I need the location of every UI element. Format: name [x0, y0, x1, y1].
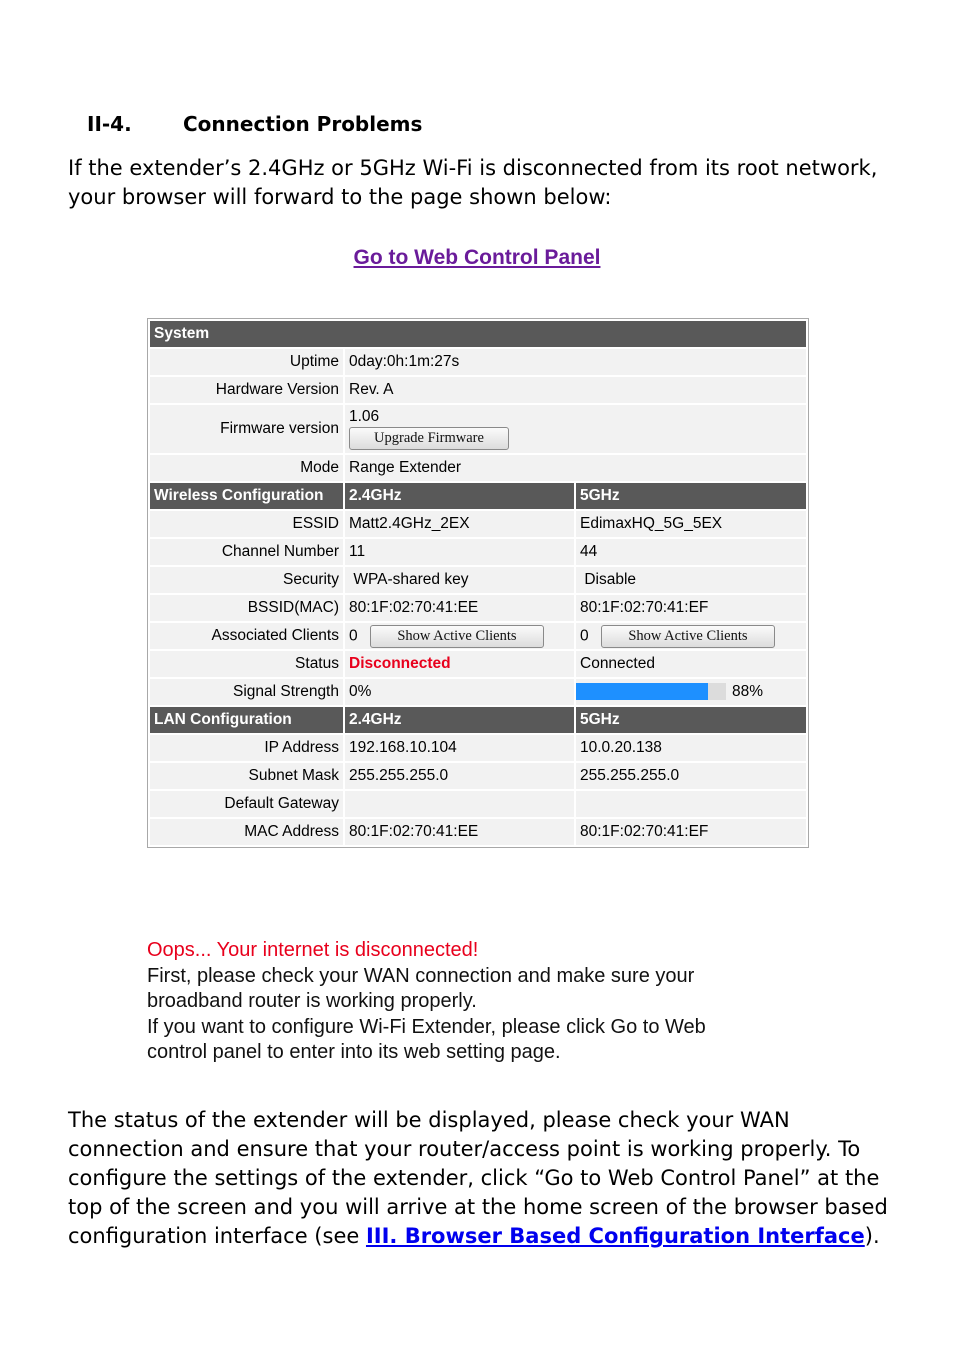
- mode-label: Mode: [150, 455, 343, 481]
- essid-5ghz: EdimaxHQ_5G_5EX: [576, 511, 806, 537]
- mac-address-label: MAC Address: [150, 819, 343, 845]
- outro-text-end: ).: [864, 1224, 880, 1248]
- outro-text: The status of the extender will be displayed, please check your WAN connection and ensure that your router/access point is working properly. To configure the settings of the extender, click “Go to Web Control Panel” at the top of the screen and you will arrive at the home screen of the browser based configuration interface (see: [68, 1108, 888, 1248]
- security-label: Security: [150, 567, 343, 593]
- oops-title: Oops... Your internet is disconnected!: [147, 939, 479, 961]
- uptime-label: Uptime: [150, 349, 343, 375]
- gateway-5ghz: [576, 791, 806, 817]
- hardware-version-value: Rev. A: [345, 377, 806, 403]
- signal-5ghz-value: 88%: [732, 683, 764, 700]
- section-number: II-4.: [87, 112, 132, 136]
- security-24ghz-value: WPA-shared key: [353, 571, 469, 588]
- hardware-version-label: Hardware Version: [150, 377, 343, 403]
- gateway-24ghz: [345, 791, 574, 817]
- lan-header: LAN Configuration: [150, 707, 343, 733]
- signal-strength-5ghz-bar: [576, 683, 726, 700]
- status-24ghz-badge: Disconnected: [345, 651, 574, 677]
- lan-col-24ghz: 2.4GHz: [345, 707, 574, 733]
- table-row: [150, 539, 806, 565]
- system-header-row: [150, 321, 806, 347]
- bssid-5ghz: 80:1F:02:70:41:EF: [576, 595, 806, 621]
- ip-24ghz: 192.168.10.104: [345, 735, 574, 761]
- signal-strength-label: Signal Strength: [150, 679, 343, 705]
- wireless-header-row: [150, 483, 806, 509]
- outro-paragraph: [68, 1106, 898, 1251]
- wireless-col-5ghz: 5GHz: [576, 483, 806, 509]
- associated-clients-label: Associated Clients: [150, 623, 343, 649]
- show-active-clients-5ghz-button[interactable]: Show Active Clients: [601, 625, 775, 648]
- subnet-24ghz: 255.255.255.0: [345, 763, 574, 789]
- mode-value: Range Extender: [345, 455, 806, 481]
- channel-24ghz: 11: [345, 539, 574, 565]
- clients-24ghz-count: 0: [349, 627, 358, 645]
- table-row: [150, 679, 806, 705]
- ip-address-label: IP Address: [150, 735, 343, 761]
- table-row: [150, 511, 806, 537]
- extender-status-table: [147, 318, 809, 848]
- channel-number-label: Channel Number: [150, 539, 343, 565]
- intro-paragraph: If the extender’s 2.4GHz or 5GHz Wi-Fi is disconnected from its root network, your browser will forward to the page shown below:: [68, 156, 878, 209]
- section-heading: [87, 112, 422, 136]
- security-5ghz-value: Disable: [584, 571, 637, 588]
- table-row: [150, 405, 806, 453]
- table-row: [150, 595, 806, 621]
- default-gateway-label: Default Gateway: [150, 791, 343, 817]
- wireless-col-24ghz: 2.4GHz: [345, 483, 574, 509]
- channel-5ghz: 44: [576, 539, 806, 565]
- upgrade-firmware-button[interactable]: Upgrade Firmware: [349, 427, 509, 450]
- table-row: [150, 455, 806, 481]
- status-label: Status: [150, 651, 343, 677]
- mac-5ghz: 80:1F:02:70:41:EF: [576, 819, 806, 845]
- status-5ghz-badge: Connected: [576, 651, 806, 677]
- disconnected-message: [147, 938, 827, 1066]
- table-row: [150, 567, 806, 593]
- show-active-clients-24ghz-button[interactable]: Show Active Clients: [370, 625, 544, 648]
- bssid-label: BSSID(MAC): [150, 595, 343, 621]
- signal-24ghz: 0%: [345, 679, 574, 705]
- lan-header-row: [150, 707, 806, 733]
- go-to-web-control-panel-link[interactable]: Go to Web Control Panel: [353, 246, 601, 269]
- clients-5ghz-cell: [576, 623, 806, 649]
- table-row: [150, 623, 806, 649]
- security-5ghz: [576, 567, 806, 593]
- essid-24ghz: Matt2.4GHz_2EX: [345, 511, 574, 537]
- essid-label: ESSID: [150, 511, 343, 537]
- subnet-5ghz: 255.255.255.0: [576, 763, 806, 789]
- uptime-value: 0day:0h:1m:27s: [345, 349, 806, 375]
- table-row: [150, 735, 806, 761]
- firmware-cell: [345, 405, 806, 453]
- oops-line-3: If you want to configure Wi-Fi Extender, please click Go to Web: [147, 1015, 706, 1038]
- table-row: [150, 651, 806, 677]
- signal-5ghz-cell: [576, 679, 806, 705]
- table-row: [150, 791, 806, 817]
- lan-col-5ghz: 5GHz: [576, 707, 806, 733]
- clients-5ghz-count: 0: [580, 627, 589, 645]
- web-control-panel-link-wrap: [0, 246, 954, 270]
- firmware-version-value: 1.06: [349, 408, 380, 425]
- table-row: [150, 377, 806, 403]
- ip-5ghz: 10.0.20.138: [576, 735, 806, 761]
- oops-line-2: broadband router is working properly.: [147, 990, 477, 1012]
- firmware-version-label: Firmware version: [150, 405, 343, 453]
- mac-24ghz: 80:1F:02:70:41:EE: [345, 819, 574, 845]
- section-title: Connection Problems: [183, 112, 423, 136]
- oops-line-1: First, please check your WAN connection and make sure your: [147, 964, 695, 987]
- clients-24ghz-cell: [345, 623, 574, 649]
- oops-line-4: control panel to enter into its web setting page.: [147, 1041, 561, 1063]
- table-row: [150, 763, 806, 789]
- signal-strength-5ghz-fill: [576, 683, 708, 700]
- security-24ghz: [345, 567, 574, 593]
- subnet-mask-label: Subnet Mask: [150, 763, 343, 789]
- table-row: [150, 819, 806, 845]
- browser-config-interface-link[interactable]: III. Browser Based Configuration Interface: [365, 1224, 865, 1248]
- system-header: System: [150, 321, 806, 347]
- wireless-header: Wireless Configuration: [150, 483, 343, 509]
- table-row: [150, 349, 806, 375]
- bssid-24ghz: 80:1F:02:70:41:EE: [345, 595, 574, 621]
